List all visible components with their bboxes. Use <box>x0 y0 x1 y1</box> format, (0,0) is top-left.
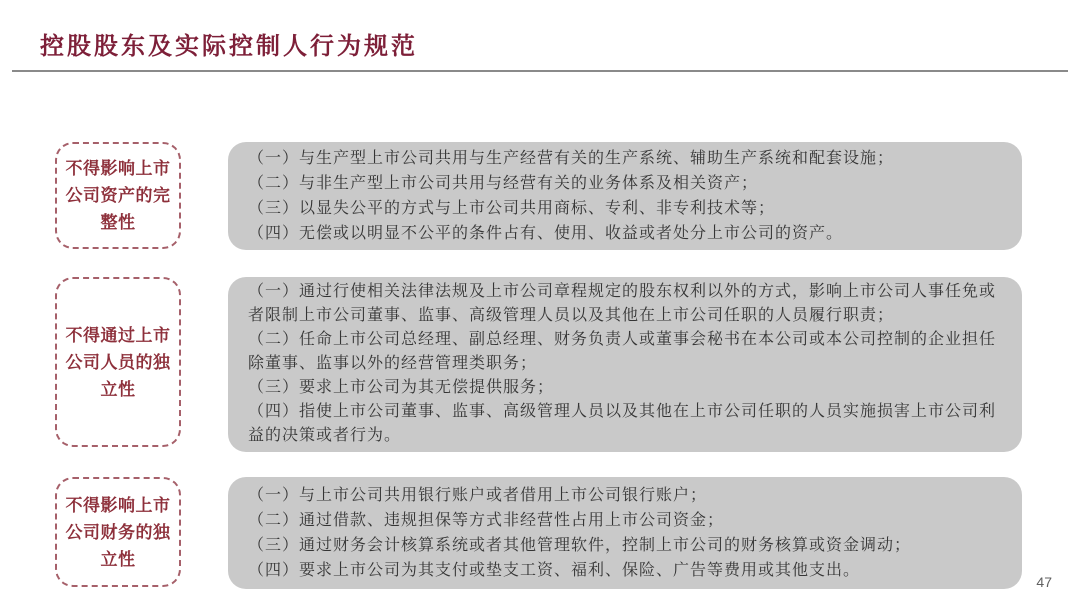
rule-item: （三）通过财务会计核算系统或者其他管理软件，控制上市公司的财务核算或资金调动； <box>248 537 912 554</box>
rule-item: （四）无偿或以明显不公平的条件占有、使用、收益或者处分上市公司的资产。 <box>248 225 844 242</box>
rule-item: （一）与上市公司共用银行账户或者借用上市公司银行账户； <box>248 487 708 504</box>
rule-item: （三）以显失公平的方式与上市公司共用商标、专利、非专利技术等； <box>248 200 776 217</box>
rule-item: （一）与生产型上市公司共用与生产经营有关的生产系统、辅助生产系统和配套设施； <box>248 150 895 167</box>
page-number: 47 <box>1036 574 1052 590</box>
rule-item: （二）任命上市公司总经理、副总经理、财务负责人或董事会秘书在本公司或本公司控制的企业担任除董事、监事以外的经营管理类职务； <box>248 331 997 372</box>
rule-item: （二）与非生产型上市公司共用与经营有关的业务体系及相关资产； <box>248 175 759 192</box>
rule-panel-financial-independence <box>228 477 1022 589</box>
rule-item: （二）通过借款、违规担保等方式非经营性占用上市公司资金； <box>248 512 725 529</box>
rule-panel-personnel-independence <box>228 277 1022 452</box>
rule-item: （一）通过行使相关法律法规及上市公司章程规定的股东权利以外的方式，影响上市公司人事任免或者限制上市公司董事、监事、高级管理人员以及其他在上市公司任职的人员履行职责； <box>248 283 997 324</box>
rule-label-financial-independence: 不得影响上市公司财务的独立性 <box>55 477 181 587</box>
rule-label-asset-integrity: 不得影响上市公司资产的完整性 <box>55 142 181 249</box>
rule-row-financial-independence <box>0 477 1080 589</box>
rule-item: （四）要求上市公司为其支付或垫支工资、福利、保险、广告等费用或其他支出。 <box>248 562 861 579</box>
rule-row-personnel-independence <box>0 277 1080 452</box>
rule-panel-asset-integrity <box>228 142 1022 250</box>
page-title: 控股股东及实际控制人行为规范 <box>40 34 418 60</box>
rule-item: （四）指使上市公司董事、监事、高级管理人员以及其他在上市公司任职的人员实施损害上市公司利益的决策或者行为。 <box>248 403 997 444</box>
rule-label-personnel-independence: 不得通过上市公司人员的独立性 <box>55 277 181 447</box>
rule-item: （三）要求上市公司为其无偿提供服务； <box>248 379 555 396</box>
rule-row-asset-integrity <box>0 142 1080 250</box>
title-underline <box>12 70 1068 72</box>
